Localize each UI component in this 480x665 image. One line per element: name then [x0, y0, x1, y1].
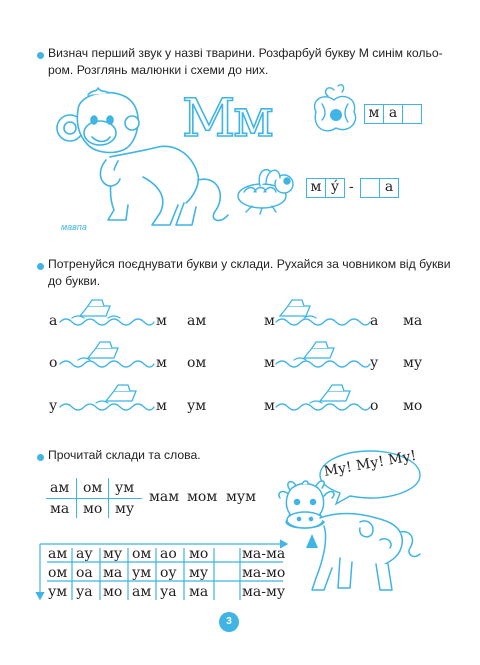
table-cell: оу — [160, 565, 177, 581]
table-cell: му — [189, 565, 209, 581]
scheme-top-cell-1: м — [364, 104, 384, 124]
table-cell: ма-ма — [242, 546, 286, 562]
boat-wave-path-1[interactable] — [58, 298, 158, 328]
row3-left-syllable: ум — [187, 398, 207, 414]
table-cell: ма — [103, 565, 123, 581]
table-cell: ма — [189, 584, 209, 600]
grid-cell: му — [115, 501, 135, 517]
bullet-2 — [37, 263, 44, 270]
row1-right-end: а — [370, 313, 379, 329]
table-cell: ау — [76, 546, 93, 562]
row1-left-start: а — [49, 313, 58, 329]
grid-cell: ам — [50, 480, 70, 496]
row2-right-start: м — [264, 355, 275, 371]
table-cell: мо — [189, 546, 209, 562]
table-cell: ум — [132, 565, 152, 581]
row2-right-end: у — [370, 355, 379, 371]
word-mum: мум — [226, 489, 257, 505]
table-cell: ом — [132, 546, 152, 562]
instruction-2: Потренуйся поєднувати букви у склади. Рухайся за човником від букви до букви. — [48, 257, 451, 288]
fly-icon — [232, 162, 302, 214]
table-cell: уа — [160, 584, 177, 600]
table-cell: ао — [160, 546, 177, 562]
boat-wave-path-3[interactable] — [58, 340, 158, 370]
scheme-top-cell-2: а — [383, 104, 403, 124]
scheme-top-cell-3[interactable] — [402, 104, 422, 124]
scheme-bottom-cell-4: а — [379, 178, 399, 198]
big-letters-mm: Мм — [182, 89, 272, 149]
scheme-bottom-cell-3[interactable] — [360, 178, 380, 198]
bullet-3 — [37, 454, 44, 461]
row2-left-start: о — [49, 355, 58, 371]
page-number: 3 — [226, 616, 232, 627]
scheme-bottom-dash: - — [349, 179, 354, 195]
reading-table — [36, 538, 290, 602]
boat-wave-path-2[interactable] — [274, 298, 374, 328]
row2-right-syllable: му — [403, 355, 423, 371]
grid-cell: мо — [83, 501, 103, 517]
poppy-icon — [308, 82, 364, 142]
row3-right-start: м — [264, 398, 275, 414]
table-cell: мо — [103, 584, 123, 600]
word-mom: мом — [187, 489, 218, 505]
row1-right-syllable: ма — [403, 313, 423, 329]
row3-right-end: о — [370, 398, 379, 414]
table-cell: оа — [76, 565, 93, 581]
grid-cell: ум — [115, 480, 135, 496]
row3-left-start: у — [49, 398, 58, 414]
instruction-3: Прочитай склади та слова. — [48, 448, 201, 462]
grid-cell: ма — [50, 501, 70, 517]
row3-left-end: м — [156, 398, 167, 414]
boat-wave-path-6[interactable] — [274, 383, 374, 413]
boat-wave-path-5[interactable] — [58, 383, 158, 413]
row1-left-end: м — [156, 313, 167, 329]
table-cell: ам — [132, 584, 152, 600]
table-cell: уа — [76, 584, 93, 600]
scheme-bottom-cell-2: ý — [325, 178, 345, 198]
boat-wave-path-4[interactable] — [274, 340, 374, 370]
table-cell: ум — [48, 584, 68, 600]
grid-cell: ом — [83, 480, 103, 496]
word-mam: мам — [149, 489, 180, 505]
cow-illustration — [276, 478, 426, 598]
monkey-caption: мавпа — [61, 222, 87, 232]
table-cell: ма-му — [242, 584, 286, 600]
row1-right-start: м — [264, 313, 275, 329]
page-number-badge — [219, 612, 239, 632]
table-cell: ом — [48, 565, 68, 581]
row2-left-syllable: ом — [187, 355, 207, 371]
instruction-1: Визнач перший звук у назві тварини. Розфарбуй букву М синім кольо- ром. Розглянь малюнки і схеми до них. — [48, 46, 443, 77]
small-syllable-grid — [46, 478, 142, 518]
row1-left-syllable: ам — [187, 313, 207, 329]
table-cell: му — [103, 546, 123, 562]
scheme-bottom-cell-1: м — [306, 178, 326, 198]
row3-right-syllable: мо — [403, 398, 423, 414]
row2-left-end: м — [156, 355, 167, 371]
table-cell: ам — [48, 546, 68, 562]
speech-text: Му! Му! Му! — [322, 447, 418, 480]
table-cell: ма-мо — [242, 565, 286, 581]
bullet-1 — [37, 52, 44, 59]
